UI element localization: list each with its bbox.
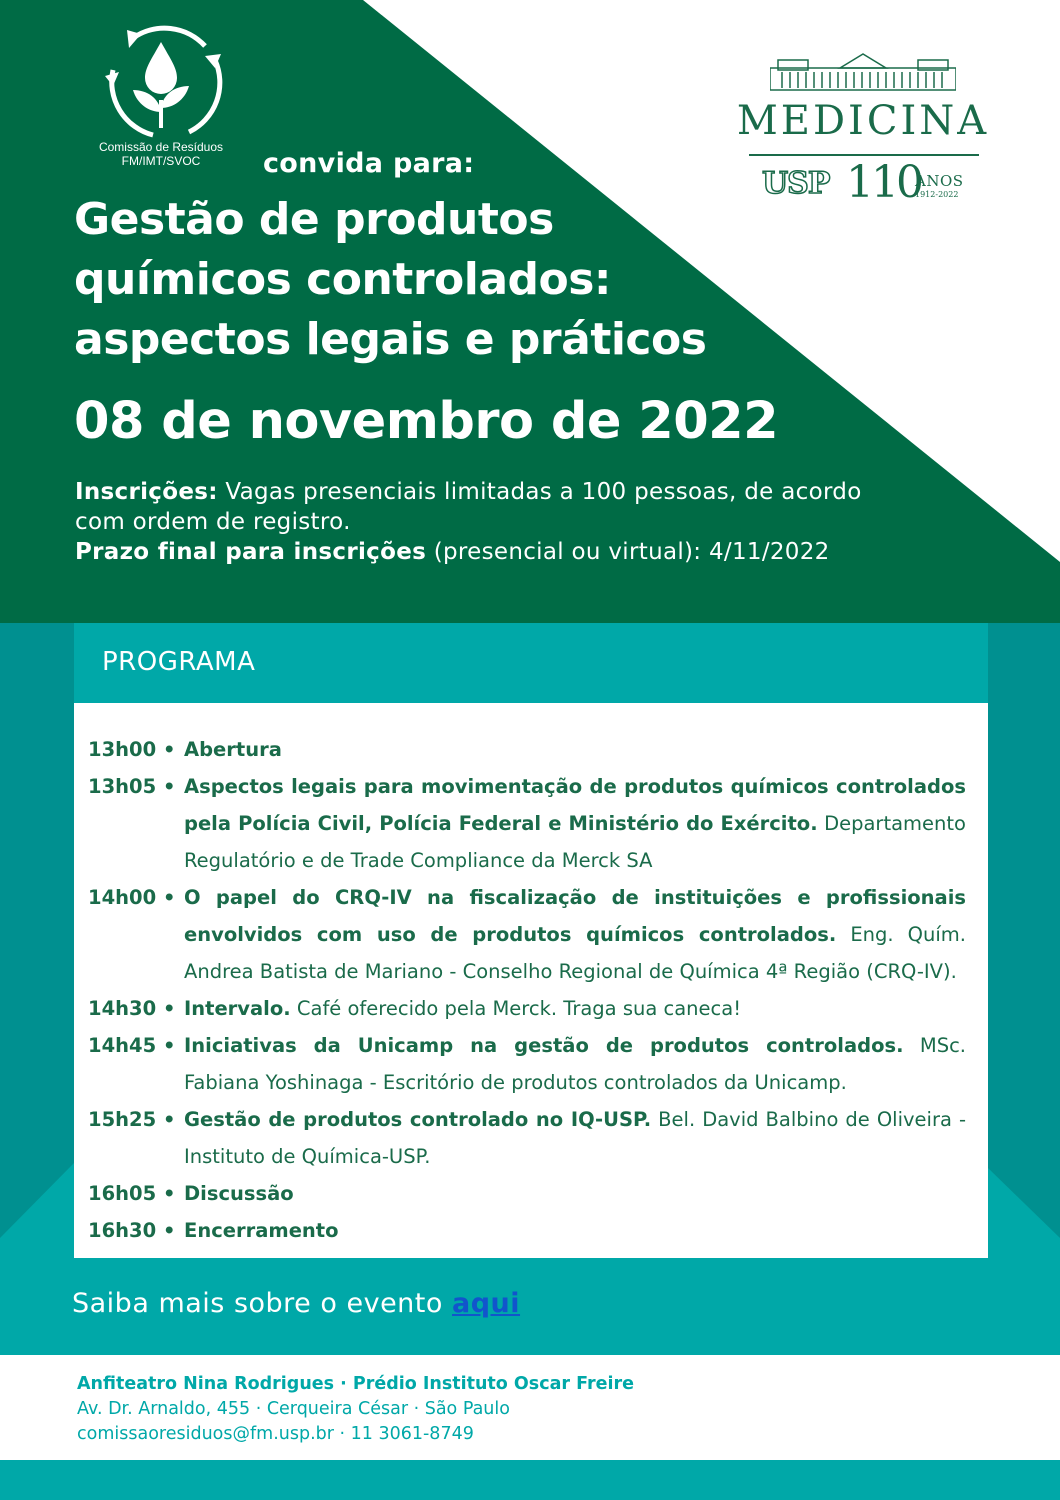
programa-speaker: Bel. David Balbino de Oliveira - Instituto de Química-USP.: [184, 1108, 966, 1168]
location-block: [77, 1372, 634, 1447]
invite-text: convida para:: [263, 148, 475, 179]
event-title: [74, 190, 774, 370]
programa-list: [74, 703, 988, 1258]
saiba-link[interactable]: aqui: [452, 1288, 521, 1319]
comissao-logo-text: [88, 140, 234, 168]
recycle-drop-leaf-icon: [93, 20, 229, 142]
programa-time: 13h00 •: [88, 738, 176, 761]
programa-bold: Iniciativas da Unicamp na gestão de produtos controlados.: [184, 1034, 904, 1057]
building-icon: [770, 52, 956, 92]
saiba-text: Saiba mais sobre o evento: [72, 1288, 443, 1319]
footer-bar: [0, 1460, 1060, 1500]
programa-title: PROGRAMA: [102, 647, 256, 677]
location-venue: Anfiteatro Nina Rodrigues · Prédio Instituto Oscar Freire: [77, 1374, 634, 1394]
comissao-logo: [88, 20, 234, 180]
programa-time: 14h30 •: [88, 997, 176, 1020]
medicina-word: MEDICINA: [736, 98, 990, 144]
programa-speaker: Eng. Quím. Andrea Batista de Mariano - Conselho Regional de Química 4ª Região (CRQ-IV).: [184, 923, 967, 983]
comissao-line1: Comissão de Resíduos: [98, 140, 224, 154]
programa-speaker: MSc. Fabiana Yoshinaga - Escritório de produtos controlados da Unicamp.: [184, 1034, 966, 1094]
title-line-1: Gestão de produtos: [74, 194, 554, 245]
programa-bold: Intervalo.: [184, 997, 291, 1020]
programa-bold: Gestão de produtos controlado no IQ-USP.: [184, 1108, 652, 1131]
programa-bold: Encerramento: [184, 1219, 339, 1242]
programa-bold: O papel do CRQ-IV na fiscalização de instituições e profissionais envolvidos com uso de produtos químicos controlados.: [184, 886, 966, 946]
anniversary-number: 110: [846, 157, 921, 208]
inscricoes-text: Vagas presenciais limitadas a 100 pessoas, de acordo com ordem de registro.: [75, 479, 862, 535]
inscricoes-block: [75, 477, 895, 567]
programa-bold: Aspectos legais para movimentação de produtos químicos controlados pela Polícia Civil, Polícia Federal e Ministério do Exército.: [184, 775, 966, 835]
programa-time: 15h25 •: [88, 1108, 176, 1131]
prazo-text: (presencial ou virtual): 4/11/2022: [433, 539, 830, 565]
title-line-3: aspectos legais e práticos: [74, 314, 707, 365]
programa-time: 14h45 •: [88, 1034, 176, 1057]
medicina-usp-logo: [722, 52, 1004, 212]
anniversary-years: 1912-2022: [915, 190, 959, 199]
programa-bold: Discussão: [184, 1182, 294, 1205]
comissao-line2: FM/IMT/SVOC: [121, 154, 201, 168]
title-line-2: químicos controlados:: [74, 254, 612, 305]
anos-label: ANOS: [915, 172, 964, 190]
prazo-label: Prazo final para inscrições: [75, 539, 427, 565]
saiba-mais: [72, 1288, 520, 1319]
programa-header: [74, 623, 988, 703]
programa-bold: Abertura: [184, 738, 282, 761]
programa-speaker: Departamento Regulatório e de Trade Compliance da Merck SA: [184, 812, 966, 872]
medicina-divider: [749, 154, 979, 156]
location-address: Av. Dr. Arnaldo, 455 · Cerqueira César · São Paulo: [77, 1399, 510, 1419]
programa-time: 16h30 •: [88, 1219, 176, 1242]
usp-wordmark: USP: [762, 166, 830, 201]
programa-speaker: Café oferecido pela Merck. Traga sua caneca!: [296, 997, 742, 1020]
programa-time: 14h00 •: [88, 886, 176, 909]
location-contact: comissaoresiduos@fm.usp.br · 11 3061-8749: [77, 1424, 474, 1444]
inscricoes-label: Inscrições:: [75, 479, 218, 505]
programa-time: 13h05 •: [88, 775, 176, 798]
programa-time: 16h05 •: [88, 1182, 176, 1205]
event-date: 08 de novembro de 2022: [74, 392, 779, 451]
